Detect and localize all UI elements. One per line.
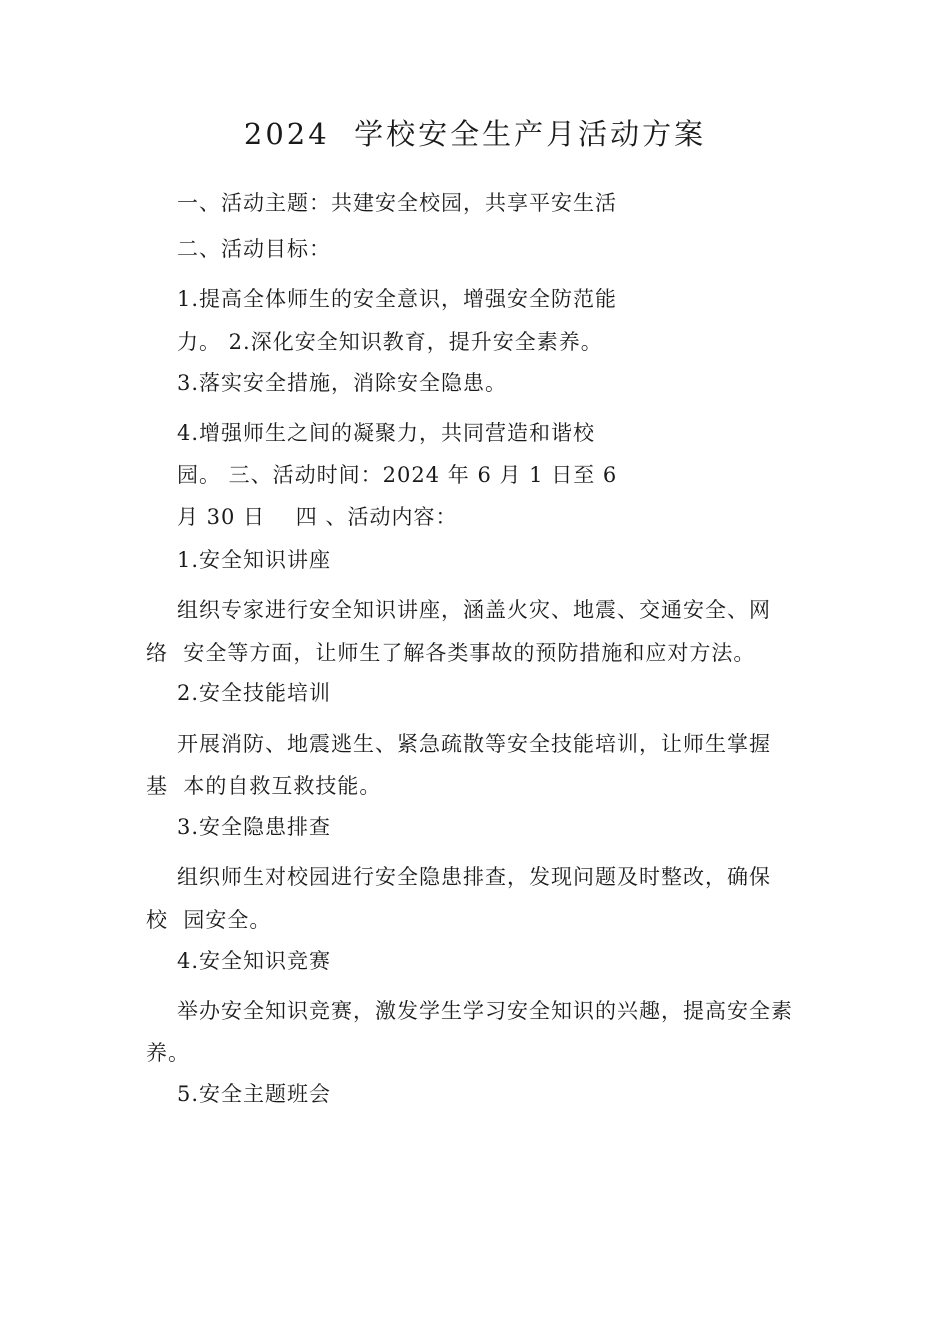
section-heading: 5.安全主题班会 (177, 1082, 332, 1106)
goal-line: 1.提高全体师生的安全意识，增强安全防范能 (177, 287, 618, 311)
section-heading: 1.安全知识讲座 (177, 548, 332, 572)
theme-line: 一、活动主题：共建安全校园，共享平安生活 (177, 191, 617, 215)
paragraph-line: 校 园安全。 (146, 908, 272, 932)
paragraph-line: 养。 (146, 1041, 190, 1065)
goal-line: 力。 2.深化安全知识教育，提升安全素养。 (177, 330, 603, 354)
section-heading: 2.安全技能培训 (177, 681, 332, 705)
paragraph-line: 基 本的自救互救技能。 (146, 774, 382, 798)
paragraph-line: 开展消防、地震逃生、紧急疏散等安全技能培训，让师生掌握 (177, 732, 771, 756)
paragraph-line: 组织师生对校园进行安全隐患排查，发现问题及时整改，确保 (177, 865, 771, 889)
section-heading: 3.安全隐患排查 (177, 815, 332, 839)
goal-line: 3.落实安全措施，消除安全隐患。 (177, 371, 508, 395)
goals-heading: 二、活动目标： (177, 237, 331, 261)
paragraph-line: 络 安全等方面，让师生了解各类事故的预防措施和应对方法。 (146, 641, 756, 665)
paragraph-line: 举办安全知识竞赛，激发学生学习安全知识的兴趣，提高安全素 (177, 999, 793, 1023)
document-title: 2024 学校安全生产月活动方案 (243, 117, 707, 151)
paragraph-line: 组织专家进行安全知识讲座，涵盖火灾、地震、交通安全、网 (177, 598, 771, 622)
goal-line: 园。 三、活动时间：2024 年 6 月 1 日至 6 (177, 463, 618, 487)
goal-line: 4.增强师生之间的凝聚力，共同营造和谐校 (177, 421, 596, 445)
section-heading: 4.安全知识竞赛 (177, 949, 332, 973)
time-line: 月 30 日 四 、活动内容： (177, 505, 458, 529)
